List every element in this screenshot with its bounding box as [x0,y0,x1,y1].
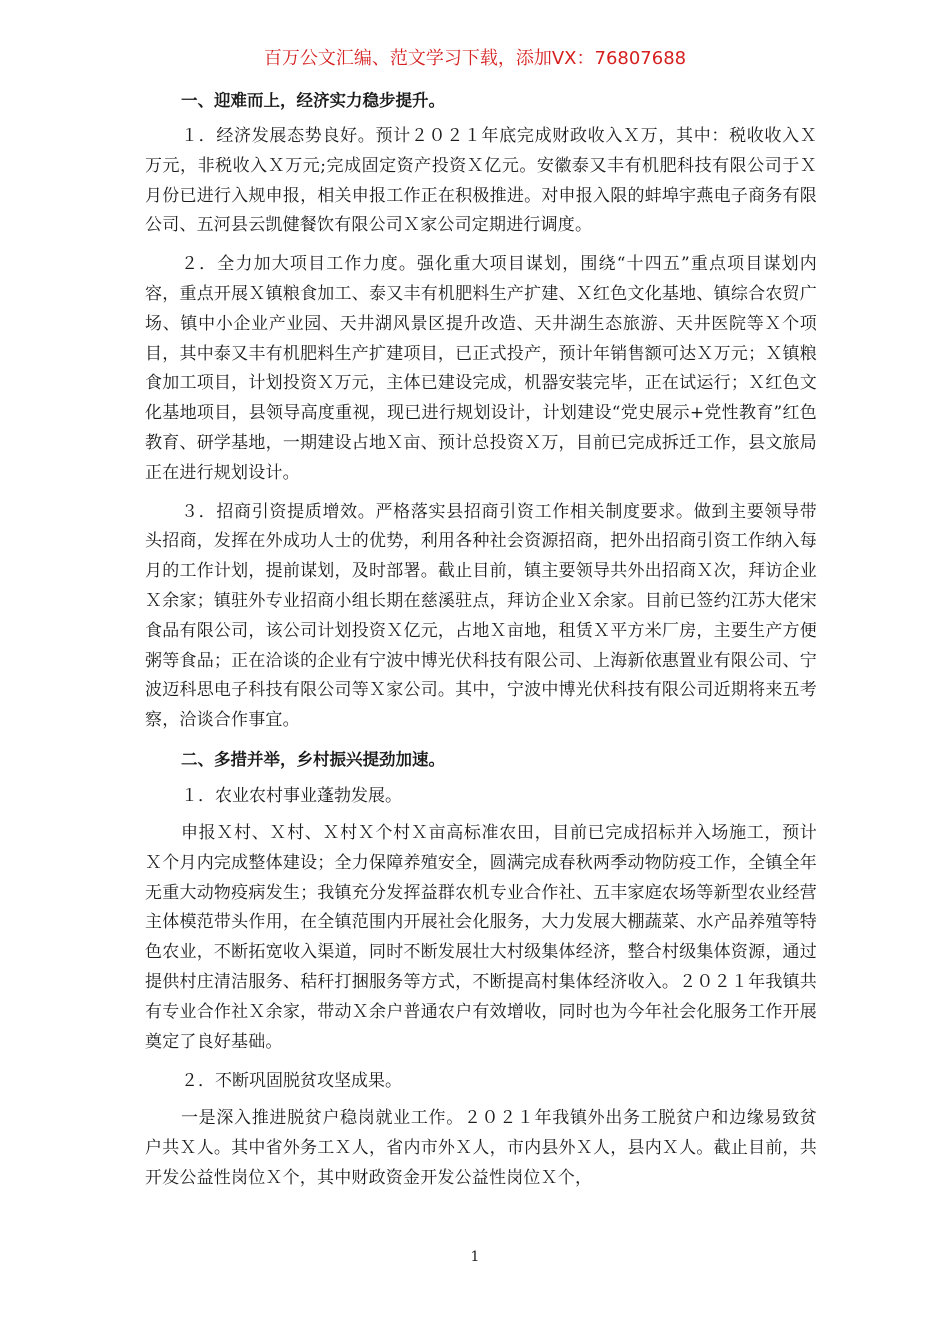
section-heading-1: 一、迎难而上，经济实力稳步提升。 [181,91,445,110]
section-heading-2: 二、多措并举，乡村振兴提劲加速。 [181,749,445,769]
paragraph-projects: ２．全力加大项目工作力度。强化重大项目谋划，围绕“十四五”重点项目谋划内容，重点开展Ｘ镇粮食加工、泰又丰有机肥料生产扩建、Ｘ红色文化基地、镇综合农贸广场、镇中小企业产业园、天井湖风景区提升改造、天井湖生态旅游、天井医院等Ｘ个项目，其中泰又丰有机肥料生产扩建项目，已正式投产，预计年销售额可达Ｘ万元；Ｘ镇粮食加工项目，计划投资Ｘ万元，主体已建设完成，机器安装完毕，正在试运行；Ｘ红色文化基地项目，县领导高度重视，现已进行规划设计，计划建设“党史展示+党性教育”红色教育、研学基地，一期建设占地Ｘ亩、预计总投资Ｘ万，目前已完成拆迁工作，县文旅局正在进行规划设计。 [145,254,817,483]
paragraph-agriculture: 申报Ｘ村、Ｘ村、Ｘ村Ｘ个村Ｘ亩高标准农田，目前已完成招标并入场施工，预计Ｘ个月内完成整体建设；全力保障养殖安全，圆满完成春秋两季动物防疫工作，全镇全年无重大动物疫病发生；我镇充分发挥益群农机专业合作社、五丰家庭农场等新型农业经营主体模范带头作用，在全镇范围内开展社会化服务，大力发展大棚蔬菜、水产品养殖等特色农业，不断拓宽收入渠道，同时不断发展壮大村级集体经济，整合村级集体资源，通过提供村庄清洁服务、秸秆打捆服务等方式，不断提高村集体经济收入。２０２１年我镇共有专业合作社Ｘ余家，带动Ｘ余户普通农户有效增收，同时也为今年社会化服务工作开展奠定了良好基础。 [145,822,817,1052]
paragraph-investment: ３．招商引资提质增效。严格落实县招商引资工作相关制度要求。做到主要领导带头招商，发挥在外成功人士的优势，利用各种社会资源招商，把外出招商引资工作纳入每月的工作计划，提前谋划，及时部署。截止目前，镇主要领导共外出招商Ｘ次，拜访企业Ｘ余家；镇驻外专业招商小组长期在慈溪驻点，拜访企业Ｘ余家。目前已签约江苏大佬宋食品有限公司，该公司计划投资Ｘ亿元，占地Ｘ亩地，租赁Ｘ平方米厂房，主要生产方便粥等食品；正在洽谈的企业有宁波中博光伏科技有限公司、上海新依惠置业有限公司、宁波迈科思电子科技有限公司等Ｘ家公司。其中，宁波中博光伏科技有限公司近期将来五考察，洽谈合作事宜。 [145,501,817,731]
page-number: 1 [470,1249,480,1265]
paragraph-economy: １．经济发展态势良好。预计２０２１年底完成财政收入Ｘ万，其中：税收收入Ｘ万元，非税收入Ｘ万元;完成固定资产投资Ｘ亿元。安徽泰又丰有机肥科技有限公司于Ｘ月份已进行入规申报，相关申报工作正在积极推进。对申报入限的蚌埠宇燕电子商务有限公司、五河县云凯健餐饮有限公司Ｘ家公司定期进行调度。 [145,126,817,236]
subheading-poverty: ２．不断巩固脱贫攻坚成果。 [181,1071,402,1092]
paragraph-employment: 一是深入推进脱贫户稳岗就业工作。２０２１年我镇外出务工脱贫户和边缘易致贫户共Ｘ人。其中省外务工Ｘ人，省内市外Ｘ人，市内县外Ｘ人，县内Ｘ人。截止目前，共开发公益性岗位Ｘ个，其中财政资金开发公益性岗位Ｘ个， [145,1108,817,1188]
document-body [145,86,817,1203]
subheading-agriculture: １．农业农村事业蓬勃发展。 [181,785,402,806]
download-banner: 百万公文汇编、范文学习下载，添加VX：76807688 [263,48,687,69]
